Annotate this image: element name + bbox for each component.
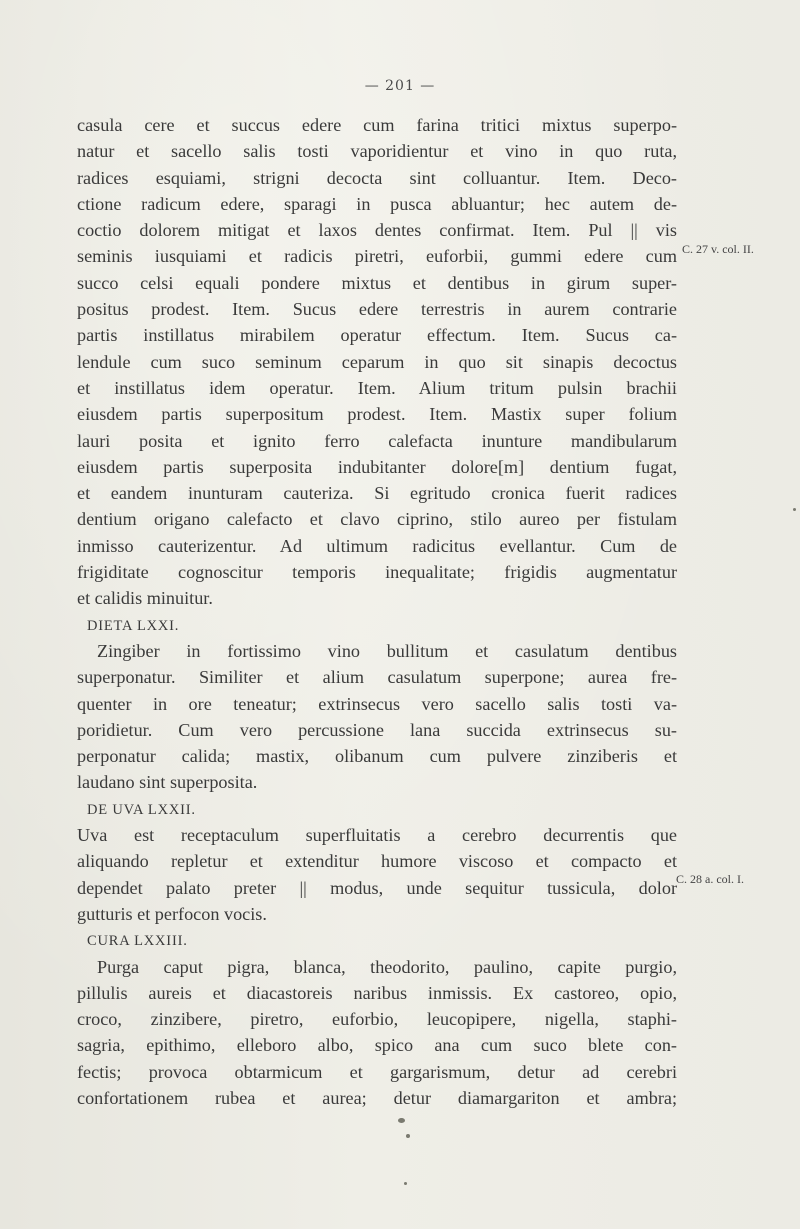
text-line: quenter in ore teneatur; extrinsecus vero sacello salis tosti va-: [77, 693, 677, 714]
margin-note-2: C. 28 a. col. I.: [676, 872, 744, 886]
text-line: Uva est receptaculum superfluitatis a cerebro decurrentis que: [77, 825, 677, 846]
text-line: fectis; provoca obtarmicum et gargarismum, detur ad cerebri: [77, 1061, 677, 1082]
text-line: seminis iusquiami et radicis piretri, euforbii, gummi edere cum: [77, 246, 677, 267]
text-line: lendule cum suco seminum ceparum in quo sit sinapis decoctus: [77, 351, 677, 372]
text-line: eiusdem partis superposita indubitanter dolore[m] dentium fugat,: [77, 456, 677, 477]
text-line: dentium origano calefacto et clavo ciprino, stilo aureo per fistulam: [77, 509, 677, 530]
text-line: partis instillatus mirabilem operatur effectum. Item. Sucus ca-: [77, 325, 677, 346]
body-text: [77, 112, 677, 1111]
section-heading: DIETA LXXI.: [87, 617, 180, 634]
text-line: perponatur calida; mastix, olibanum cum pulvere zinziberis et: [77, 746, 677, 767]
text-line: et eandem inunturam cauteriza. Si egritudo cronica fuerit radices: [77, 483, 677, 504]
ink-speck: [406, 1134, 410, 1138]
text-line: sagria, epithimo, elleboro albo, spico ana cum suco blete con-: [77, 1035, 677, 1056]
text-line: confortationem rubea et aurea; detur diamargariton et ambra;: [77, 1087, 677, 1108]
text-line: casula cere et succus edere cum farina tritici mixtus superpo-: [77, 115, 677, 135]
ink-speck: [398, 1118, 405, 1123]
text-line: aliquando repletur et extenditur humore viscoso et compacto et: [77, 851, 677, 872]
text-line: croco, zinzibere, piretro, euforbio, leucopipere, nigella, staphi-: [77, 1009, 677, 1030]
text-line: succo celsi equali pondere mixtus et dentibus in girum super-: [77, 272, 677, 293]
section-heading: DE UVA LXXII.: [87, 801, 196, 818]
text-line: positus prodest. Item. Sucus edere terrestris in aurem contrarie: [77, 299, 677, 320]
text-line: et instillatus idem operatur. Item. Alium tritum pulsin brachii: [77, 377, 677, 398]
ink-speck: [793, 508, 796, 511]
text-line: ctione radicum edere, sparagi in pusca abluantur; hec autem de-: [77, 193, 677, 214]
text-line: poridietur. Cum vero percussione lana succida extrinsecus su-: [77, 719, 677, 740]
text-line: coctio dolorem mitigat et laxos dentes confirmat. Item. Pul || vis: [77, 220, 677, 241]
text-line: frigiditate cognoscitur temporis inequalitate; frigidis augmentatur: [77, 562, 677, 583]
text-line: radices esquiami, strigni decocta sint colluantur. Item. Deco-: [77, 167, 677, 188]
ink-speck: [404, 1182, 407, 1185]
text-line: pillulis aureis et diacastoreis naribus inmissis. Ex castoreo, opio,: [77, 982, 677, 1003]
section-heading: CURA LXXIII.: [87, 933, 188, 950]
margin-note-1: C. 27 v. col. II.: [682, 242, 754, 256]
text-line: gutturis et perfocon vocis.: [77, 903, 267, 924]
text-line: superponatur. Similiter et alium casulatum superpone; aurea fre-: [77, 667, 677, 688]
text-line: et calidis minuitur.: [77, 588, 213, 609]
text-line: laudano sint superposita.: [77, 772, 258, 793]
text-line: dependet palato preter || modus, unde sequitur tussicula, dolor: [77, 877, 677, 898]
text-line: lauri posita et ignito ferro calefacta inunture mandibularum: [77, 430, 677, 451]
text-line: eiusdem partis superpositum prodest. Item. Mastix super folium: [77, 404, 677, 425]
text-line: Purga caput pigra, blanca, theodorito, paulino, capite purgio,: [97, 956, 677, 977]
text-line: Zingiber in fortissimo vino bullitum et casulatum dentibus: [97, 640, 677, 661]
text-line: inmisso cauterizentur. Ad ultimum radicitus evellantur. Cum de: [77, 535, 677, 556]
text-line: natur et sacello salis tosti vaporidientur et vino in quo ruta,: [77, 141, 677, 162]
page-number: — 201 —: [364, 78, 436, 94]
